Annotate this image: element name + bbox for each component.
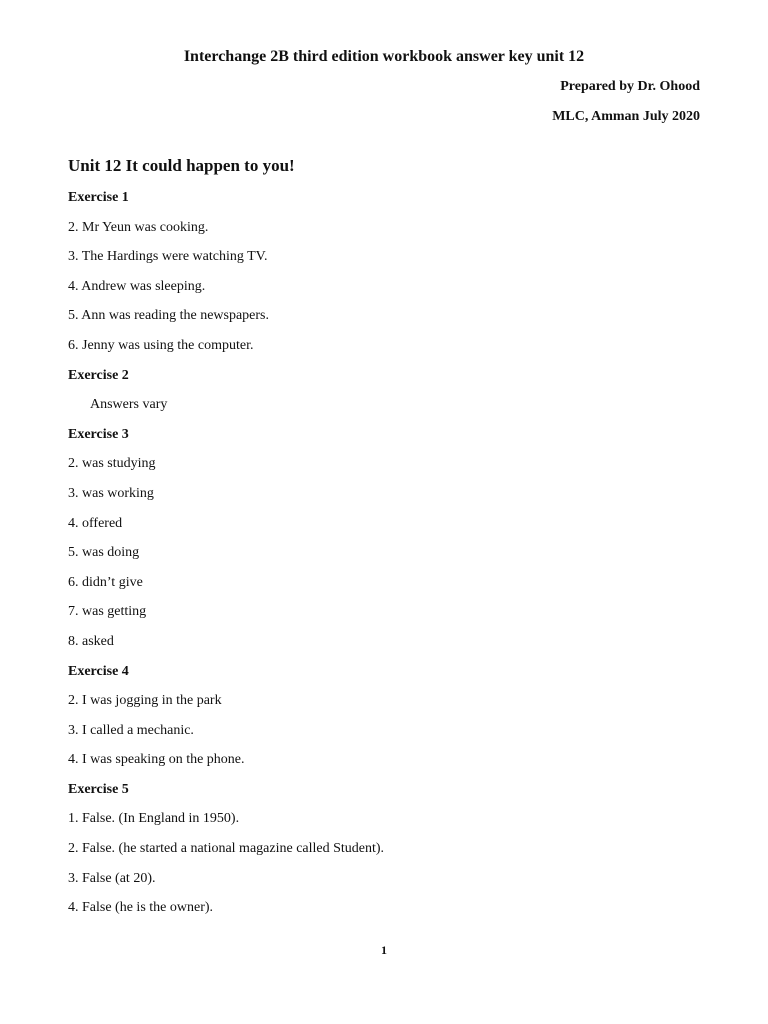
- exercise-3-item: 3. was working: [68, 485, 154, 501]
- exercise-5-heading: Exercise 5: [68, 781, 129, 797]
- exercise-4-item: 4. I was speaking on the phone.: [68, 752, 245, 768]
- exercise-1-item: 4. Andrew was sleeping.: [68, 278, 206, 294]
- exercise-1-heading: Exercise 1: [68, 190, 129, 205]
- exercise-5-item: 2. False. (he started a national magazine called Student).: [68, 841, 385, 857]
- prepared-by-line: Prepared by Dr. Ohood: [560, 79, 700, 94]
- exercise-2-heading: Exercise 2: [68, 367, 129, 383]
- exercise-5-item: 3. False (at 20).: [68, 870, 156, 886]
- answer-key-content: [68, 188, 708, 928]
- exercise-5-item: 4. False (he is the owner).: [68, 900, 214, 916]
- document-title: Interchange 2B third edition workbook answer key unit 12: [183, 48, 585, 65]
- exercise-4-item: 3. I called a mechanic.: [68, 722, 194, 738]
- exercise-1-item: 2. Mr Yeun was cooking.: [68, 219, 209, 235]
- exercise-3-item: 5. was doing: [68, 545, 140, 561]
- exercise-2-item: Answers vary: [90, 397, 168, 413]
- page-number: 1: [381, 943, 387, 957]
- place-date-line: MLC, Amman July 2020: [552, 109, 700, 124]
- exercise-5-item: 1. False. (In England in 1950).: [68, 811, 240, 827]
- exercise-3-item: 2. was studying: [68, 456, 156, 472]
- exercise-4-item: 2. I was jogging in the park: [68, 693, 222, 709]
- exercise-1-item: 5. Ann was reading the newspapers.: [68, 308, 270, 324]
- exercise-3-item: 7. was getting: [68, 604, 147, 620]
- unit-heading: Unit 12 It could happen to you!: [68, 156, 295, 175]
- exercise-3-item: 6. didn’t give: [68, 574, 143, 590]
- exercise-1-item: 6. Jenny was using the computer.: [68, 337, 254, 353]
- exercise-1-item: 3. The Hardings were watching TV.: [68, 249, 268, 265]
- exercise-3-heading: Exercise 3: [68, 426, 129, 442]
- exercise-4-heading: Exercise 4: [68, 663, 129, 679]
- exercise-3-item: 8. asked: [68, 633, 114, 649]
- exercise-3-item: 4. offered: [68, 515, 123, 531]
